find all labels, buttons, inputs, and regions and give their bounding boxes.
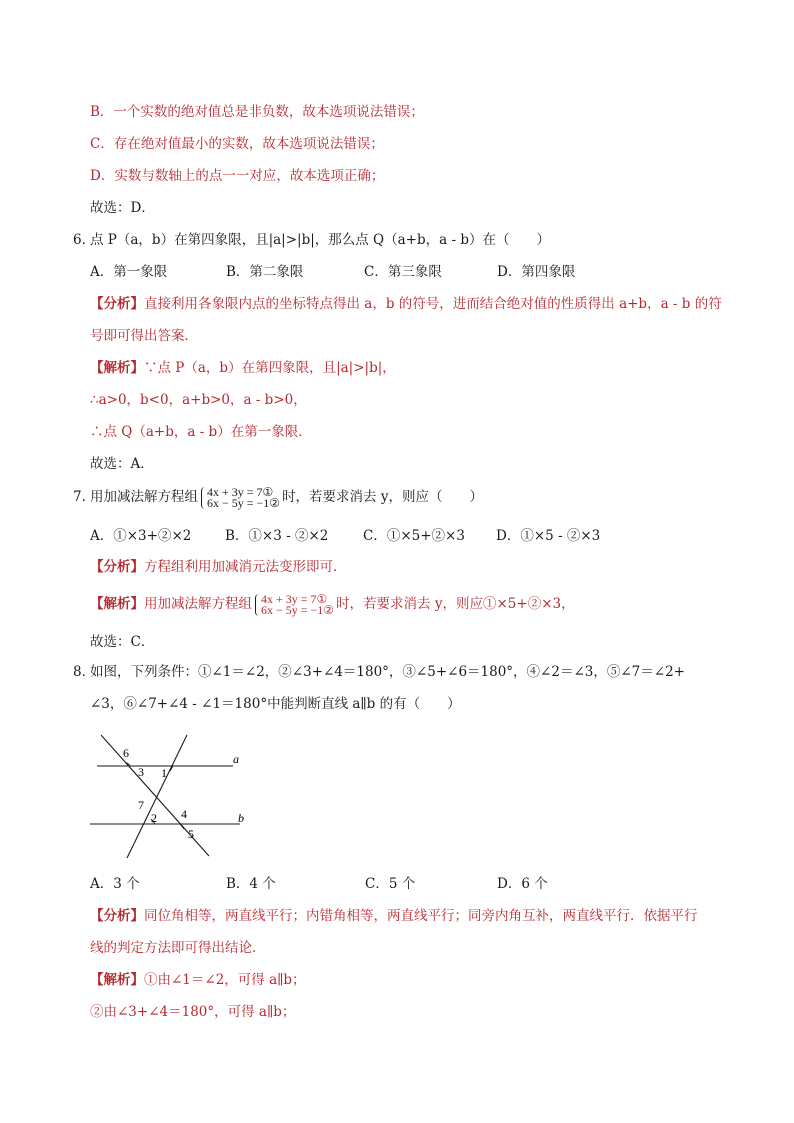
q6-number: 6． bbox=[73, 232, 96, 248]
q7-solution-system bbox=[254, 591, 335, 617]
analysis-tag: 【分析】 bbox=[90, 559, 144, 575]
angle-label-2: 2 bbox=[151, 811, 157, 825]
angle-label-7: 7 bbox=[138, 798, 144, 812]
solution-tag: 【解析】 bbox=[90, 596, 144, 612]
q8-analysis-text: 同位角相等，两直线平行；内错角相等，两直线平行；同旁内角互补，两直线平行．依据平行 bbox=[144, 908, 698, 924]
line-label-b: b bbox=[238, 811, 244, 825]
q8-solution-text: ①由∠1＝∠2，可得 a∥b； bbox=[144, 972, 306, 988]
q7-equation-system bbox=[200, 484, 281, 510]
q6-option-d: D．第四象限 bbox=[497, 264, 576, 280]
q8-analysis bbox=[90, 907, 698, 925]
prev-answer: 故选：D． bbox=[90, 200, 155, 216]
solution-tag: 【解析】 bbox=[90, 972, 144, 988]
q7-option-c: C．①×5+②×3 bbox=[363, 528, 465, 544]
q7-answer: 故选：C． bbox=[90, 634, 155, 650]
q7-number: 7． bbox=[73, 489, 96, 505]
q8-solution-step2: ②由∠3+∠4＝180°，可得 a∥b； bbox=[90, 1004, 296, 1020]
q7-option-a: A．①×3+②×2 bbox=[90, 528, 192, 544]
angle-label-1: 1 bbox=[161, 766, 167, 780]
q7-eq2: 6x − 5y = −1② bbox=[207, 495, 281, 510]
q7-option-b: B．①×3 - ②×2 bbox=[225, 528, 329, 544]
q6-option-a: A．第一象限 bbox=[90, 264, 168, 280]
q6-solution bbox=[90, 359, 396, 377]
q7-analysis-text: 方程组利用加减消元法变形即可． bbox=[144, 559, 347, 575]
q6-analysis-text: 直接利用各象限内点的坐标特点得出 a，b 的符号，进而结合绝对值的性质得出 a+b，a - b 的符 bbox=[144, 296, 722, 312]
q8-analysis-cont: 线的判定方法即可得出结论． bbox=[90, 940, 266, 956]
q6-solution-step3: ∴点 Q（a+b，a - b）在第一象限． bbox=[90, 424, 312, 440]
q7-solution-eq2: 6x − 5y = −1② bbox=[261, 602, 335, 617]
q8-options bbox=[90, 875, 690, 893]
q6-solution-text: ∵点 P（a，b）在第四象限，且|a|>|b|， bbox=[144, 360, 396, 376]
q8-number: 8． bbox=[73, 664, 96, 680]
q8-option-a: A．3 个 bbox=[90, 876, 140, 892]
prev-option-b-text: B．一个实数的绝对值总是非负数，故本选项说法错误； bbox=[90, 104, 424, 120]
solution-tag: 【解析】 bbox=[90, 360, 144, 376]
q6-option-c: C．第三象限 bbox=[364, 264, 442, 280]
q6-stem: 点 P（a，b）在第四象限，且|a|>|b|，那么点 Q（a+b，a - b）在（ ） bbox=[90, 232, 550, 248]
q7-eq1: 4x + 3y = 7① bbox=[207, 484, 274, 499]
q6-options bbox=[90, 263, 690, 281]
q7-solution-pre: 用加减法解方程组 bbox=[144, 596, 252, 612]
q8-stem: 如图，下列条件：①∠1＝∠2，②∠3+∠4＝180°，③∠5+∠6＝180°，④∠2＝∠3，⑤∠7＝∠2+ bbox=[90, 664, 685, 680]
q8-option-b: B．4 个 bbox=[226, 876, 276, 892]
angle-label-5: 5 bbox=[188, 827, 194, 841]
q8-option-d: D．6 个 bbox=[497, 876, 548, 892]
q6-analysis-cont: 号即可得出答案． bbox=[90, 328, 198, 344]
q8-solution bbox=[90, 971, 306, 989]
angle-label-3: 3 bbox=[138, 765, 144, 779]
q7-options bbox=[90, 527, 690, 545]
prev-option-d-text: D．实数与数轴上的点一一对应，故本选项正确； bbox=[90, 168, 385, 184]
q7-solution-answer: ①×5+②×3， bbox=[482, 596, 575, 612]
q6-answer: 故选：A． bbox=[90, 456, 154, 472]
q7-option-d: D．①×5 - ②×3 bbox=[496, 528, 601, 544]
angle-label-4: 4 bbox=[181, 807, 187, 821]
transversal-2 bbox=[127, 735, 187, 858]
q7-solution-eq1: 4x + 3y = 7① bbox=[261, 591, 328, 606]
prev-option-c-text: C．存在绝对值最小的实数，故本选项说法错误； bbox=[90, 136, 384, 152]
q7-analysis bbox=[90, 558, 347, 576]
analysis-tag: 【分析】 bbox=[90, 296, 144, 312]
q7-stem-post: 时，若要求消去 y，则应（ ） bbox=[282, 489, 483, 505]
q8-option-c: C．5 个 bbox=[365, 876, 416, 892]
analysis-tag: 【分析】 bbox=[90, 908, 144, 924]
q7-stem-pre: 用加减法解方程组 bbox=[90, 489, 198, 505]
q6-option-b: B．第二象限 bbox=[226, 264, 304, 280]
q8-stem-cont: ∠3，⑥∠7+∠4 - ∠1＝180°中能判断直线 a∥b 的有（ ） bbox=[90, 696, 461, 712]
angle-label-6: 6 bbox=[123, 746, 129, 760]
parallel-lines-figure bbox=[85, 728, 265, 864]
q6-analysis bbox=[90, 295, 722, 313]
line-label-a: a bbox=[233, 752, 239, 766]
q6-solution-step2: ∴a>0，b<0，a+b>0，a - b>0， bbox=[90, 392, 307, 408]
q7-stem bbox=[90, 480, 483, 514]
q7-solution bbox=[90, 587, 575, 621]
q7-solution-post: 时，若要求消去 y，则应 bbox=[336, 596, 483, 612]
